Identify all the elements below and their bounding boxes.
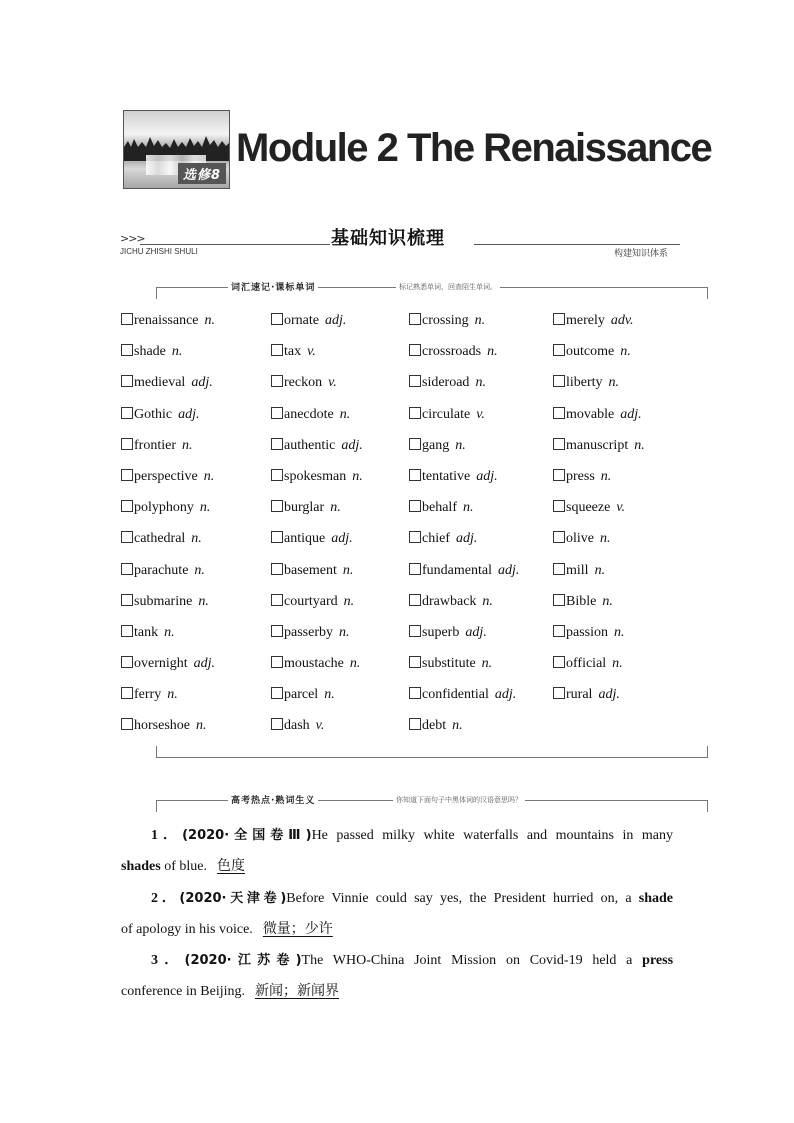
vocab-part-of-speech: n. — [343, 593, 355, 609]
vocab-word: submarine — [134, 593, 193, 609]
vocab-item — [409, 375, 519, 406]
vocab-part-of-speech: n. — [199, 500, 211, 516]
vocab-item — [553, 656, 645, 687]
vocab-item — [409, 594, 519, 625]
vocab-checkbox[interactable] — [553, 656, 565, 668]
vocab-checkbox[interactable] — [409, 313, 421, 325]
vocab-word: rural — [566, 687, 593, 703]
vocab-checkbox[interactable] — [409, 625, 421, 637]
vocab-item — [553, 687, 645, 718]
module-title: Module 2 The Renaissance — [236, 126, 712, 170]
vocab-item — [271, 656, 363, 687]
vocab-checkbox[interactable] — [121, 407, 133, 419]
vocab-part-of-speech: n. — [181, 437, 193, 453]
vocab-part-of-speech: v. — [307, 344, 316, 360]
vocab-checkbox[interactable] — [553, 594, 565, 606]
vocab-word: overnight — [134, 656, 188, 672]
sentence-text: conference in Beijing. — [121, 984, 246, 999]
vocab-part-of-speech: adj. — [455, 531, 478, 547]
vocab-checkbox[interactable] — [121, 469, 133, 481]
vocab-word: antique — [284, 531, 326, 547]
vocab-part-of-speech: n. — [614, 624, 625, 640]
vocab-checkbox[interactable] — [271, 407, 283, 419]
vocab-word: official — [566, 656, 607, 672]
section-divider-right — [474, 244, 680, 245]
vocab-item — [409, 438, 519, 469]
vocab-part-of-speech: adj. — [341, 437, 363, 453]
vocab-checkbox[interactable] — [409, 718, 421, 730]
vocab-part-of-speech: n. — [339, 406, 351, 422]
vocab-checkbox[interactable] — [271, 313, 283, 325]
vocab-box-corner — [707, 746, 708, 757]
vocab-item — [271, 375, 363, 406]
vocab-word: moustache — [284, 656, 344, 672]
vocab-part-of-speech: adj. — [494, 687, 517, 703]
vocab-checkbox[interactable] — [121, 344, 133, 356]
vocab-checkbox[interactable] — [121, 687, 133, 699]
section-divider-left — [140, 244, 330, 245]
vocab-column — [553, 313, 645, 718]
vocab-checkbox[interactable] — [271, 375, 283, 387]
vocab-part-of-speech: n. — [171, 344, 183, 360]
vocab-word: frontier — [134, 437, 176, 453]
hot-box-corner — [156, 800, 157, 812]
vocab-part-of-speech: n. — [342, 562, 354, 578]
sentence-keyword: shade — [638, 891, 673, 906]
vocab-word: outcome — [566, 344, 615, 360]
vocab-item — [271, 594, 363, 625]
vocab-part-of-speech: n. — [594, 562, 606, 578]
vocab-part-of-speech: n. — [352, 468, 363, 484]
vocab-item — [121, 687, 215, 718]
vocab-column — [271, 313, 363, 750]
vocab-item — [409, 563, 519, 594]
vocab-checkbox[interactable] — [409, 344, 421, 356]
vocab-word: polyphony — [134, 500, 194, 516]
answer-blank: 新闻；新闻界 — [255, 983, 340, 999]
vocab-checkbox[interactable] — [271, 594, 283, 606]
vocab-checkbox[interactable] — [409, 531, 421, 543]
vocab-checkbox[interactable] — [271, 718, 283, 730]
vocab-box-corner — [156, 746, 157, 757]
sentence-line — [121, 851, 673, 882]
vocab-item — [121, 407, 215, 438]
sentence-line — [121, 820, 673, 851]
vocab-column — [409, 313, 519, 750]
hot-box-hint: 你知道下面句子中黑体词的汉语意思吗？ — [393, 795, 525, 805]
vocab-word: reckon — [284, 375, 323, 391]
vocab-checkbox[interactable] — [409, 500, 421, 512]
sentence-text: of blue. — [160, 859, 207, 874]
vocab-box-corner — [707, 287, 708, 299]
vocab-item — [553, 594, 645, 625]
vocab-part-of-speech: n. — [482, 593, 493, 609]
vocab-item — [271, 531, 363, 562]
vocab-item — [121, 531, 215, 562]
vocab-part-of-speech: n. — [349, 656, 361, 672]
vocab-part-of-speech: n. — [204, 313, 216, 328]
vocab-word: parcel — [284, 687, 319, 703]
vocab-word: perspective — [134, 468, 198, 484]
vocab-word: fundamental — [422, 562, 492, 578]
example-sentence — [121, 820, 673, 882]
vocab-word: shade — [134, 344, 166, 360]
vocab-checkbox[interactable] — [409, 656, 421, 668]
badge-label: 选修8 — [178, 163, 226, 184]
vocab-part-of-speech: adj. — [598, 687, 620, 703]
vocab-checkbox[interactable] — [553, 563, 565, 575]
vocab-part-of-speech: adj. — [193, 656, 216, 672]
vocab-item — [409, 500, 519, 531]
vocab-checkbox[interactable] — [553, 313, 565, 325]
vocab-checkbox[interactable] — [121, 531, 133, 543]
vocab-item — [121, 344, 215, 375]
sentence-source: (2020·全国卷Ⅲ) — [182, 828, 312, 843]
vocab-checkbox[interactable] — [553, 344, 565, 356]
vocab-item — [271, 625, 363, 656]
vocab-word: debt — [422, 718, 447, 734]
vocab-word: renaissance — [134, 313, 199, 328]
vocab-checkbox[interactable] — [121, 563, 133, 575]
vocab-checkbox[interactable] — [553, 438, 565, 450]
vocab-word: crossing — [422, 313, 469, 328]
vocab-word: ornate — [284, 313, 319, 328]
vocab-word: basement — [284, 562, 337, 578]
vocab-checkbox[interactable] — [409, 375, 421, 387]
vocab-part-of-speech: n. — [191, 531, 202, 547]
vocab-checkbox[interactable] — [121, 500, 133, 512]
vocab-item — [121, 656, 215, 687]
vocab-part-of-speech: v. — [328, 375, 337, 391]
vocab-checkbox[interactable] — [409, 687, 421, 699]
vocab-word: movable — [566, 406, 615, 422]
vocab-word: dash — [284, 718, 310, 734]
answer-blank: 色度 — [216, 858, 245, 874]
vocab-part-of-speech: n. — [634, 437, 645, 453]
vocab-item — [121, 500, 215, 531]
vocab-box-label: 词汇速记·课标单词 — [228, 280, 318, 293]
vocab-part-of-speech: n. — [330, 500, 341, 516]
vocab-checkbox[interactable] — [271, 656, 283, 668]
vocab-item — [271, 407, 363, 438]
example-sentence — [121, 945, 673, 1007]
vocab-item — [409, 469, 519, 500]
vocab-item — [271, 687, 363, 718]
vocab-part-of-speech: adj. — [331, 531, 353, 547]
vocab-word: anecdote — [284, 406, 334, 422]
vocab-checkbox[interactable] — [271, 563, 283, 575]
vocab-word: passerby — [284, 624, 333, 640]
vocab-part-of-speech: n. — [462, 500, 474, 516]
vocab-item — [553, 375, 645, 406]
vocab-part-of-speech: n. — [203, 468, 215, 484]
vocab-item — [121, 718, 215, 749]
vocab-checkbox[interactable] — [271, 625, 283, 637]
vocab-item — [553, 500, 645, 531]
vocab-item — [553, 469, 645, 500]
sentence-source: (2020·江苏卷) — [184, 953, 302, 968]
vocab-word: crossroads — [422, 344, 482, 360]
vocab-word: ferry — [134, 687, 162, 703]
section-subtitle: 构建知识体系 — [614, 249, 669, 259]
sentence-line — [121, 976, 673, 1007]
sentence-text: Before Vinnie could say yes, the President hurried on, a — [286, 891, 639, 906]
vocab-item — [553, 407, 645, 438]
vocab-checkbox[interactable] — [553, 500, 565, 512]
vocab-part-of-speech: n. — [455, 437, 466, 453]
vocab-word: manuscript — [566, 437, 629, 453]
vocab-item — [121, 375, 215, 406]
vocab-word: burglar — [284, 500, 325, 516]
vocab-word: press — [566, 468, 595, 484]
vocab-word: tax — [284, 344, 302, 360]
section-pinyin: JICHU ZHISHI SHULI — [120, 247, 198, 256]
vocab-checkbox[interactable] — [553, 687, 565, 699]
vocab-item — [409, 313, 519, 344]
vocab-part-of-speech: n. — [196, 718, 207, 734]
vocab-item — [271, 344, 363, 375]
sentence-number: 3． — [151, 953, 185, 968]
vocab-box-bottom-border — [156, 757, 708, 758]
vocab-part-of-speech: n. — [602, 593, 613, 609]
vocab-word: substitute — [422, 656, 476, 672]
vocab-part-of-speech: adj. — [476, 468, 498, 484]
vocab-item — [553, 344, 645, 375]
vocab-part-of-speech: n. — [474, 313, 486, 328]
example-sentence — [121, 883, 673, 945]
vocab-part-of-speech: n. — [620, 344, 631, 360]
vocab-checkbox[interactable] — [409, 594, 421, 606]
vocab-item — [121, 438, 215, 469]
vocab-word: horseshoe — [134, 718, 190, 734]
vocab-item — [271, 500, 363, 531]
answer-blank: 微量；少许 — [262, 921, 333, 937]
sentence-line — [121, 914, 673, 945]
vocab-item — [121, 625, 215, 656]
vocab-item — [121, 469, 215, 500]
vocab-checkbox[interactable] — [409, 469, 421, 481]
vocab-word: gang — [422, 437, 450, 453]
hot-box-label: 高考热点·熟词生义 — [228, 793, 318, 806]
vocab-item — [553, 438, 645, 469]
sentence-number: 1． — [151, 828, 183, 843]
vocab-part-of-speech: n. — [164, 624, 175, 640]
vocab-item — [409, 656, 519, 687]
sentence-keyword: shades — [121, 859, 161, 874]
vocab-word: medieval — [134, 375, 186, 391]
vocab-item — [409, 625, 519, 656]
vocab-checkbox[interactable] — [271, 687, 283, 699]
vocab-checkbox[interactable] — [271, 500, 283, 512]
vocab-item — [121, 594, 215, 625]
module-badge — [123, 110, 230, 189]
vocab-checkbox[interactable] — [553, 625, 565, 637]
vocab-part-of-speech: n. — [194, 562, 205, 578]
vocab-part-of-speech: adj. — [178, 406, 200, 422]
sentence-source: (2020·天津卷) — [179, 891, 287, 906]
sentence-text: The WHO-China Joint Mission on Covid-19 held a — [301, 953, 643, 968]
vocab-part-of-speech: adj. — [465, 624, 487, 640]
sentence-text: He passed milky white waterfalls and mountains in many — [311, 828, 674, 843]
vocab-part-of-speech: adv. — [610, 313, 634, 328]
vocab-word: tentative — [422, 468, 471, 484]
vocab-checkbox[interactable] — [121, 625, 133, 637]
vocab-word: superb — [422, 624, 460, 640]
vocab-word: authentic — [284, 437, 336, 453]
vocab-checkbox[interactable] — [271, 531, 283, 543]
vocab-part-of-speech: n. — [339, 624, 350, 640]
vocab-word: olive — [566, 531, 594, 547]
vocab-item — [553, 531, 645, 562]
vocab-part-of-speech: n. — [481, 656, 493, 672]
vocab-word: confidential — [422, 687, 489, 703]
vocab-item — [271, 469, 363, 500]
vocab-word: squeeze — [566, 500, 611, 516]
vocab-checkbox[interactable] — [271, 438, 283, 450]
vocab-column — [121, 313, 215, 750]
vocab-part-of-speech: adj. — [497, 562, 520, 578]
vocab-item — [409, 531, 519, 562]
chevron-icon: >>> — [120, 232, 145, 245]
vocab-word: liberty — [566, 375, 603, 391]
vocab-checkbox[interactable] — [121, 438, 133, 450]
vocab-checkbox[interactable] — [553, 469, 565, 481]
vocab-part-of-speech: v. — [616, 500, 625, 516]
vocab-checkbox[interactable] — [271, 344, 283, 356]
vocab-checkbox[interactable] — [271, 469, 283, 481]
sentence-keyword: press — [642, 953, 674, 968]
vocab-box-corner — [156, 287, 157, 299]
vocab-part-of-speech: n. — [167, 687, 178, 703]
vocab-part-of-speech: adj. — [191, 375, 213, 391]
vocab-item — [271, 313, 363, 344]
vocab-word: Gothic — [134, 406, 173, 422]
vocab-part-of-speech: n. — [608, 375, 620, 391]
vocab-checkbox[interactable] — [121, 656, 133, 668]
vocab-word: circulate — [422, 406, 471, 422]
vocab-checkbox[interactable] — [121, 375, 133, 387]
vocab-checkbox[interactable] — [121, 718, 133, 730]
vocab-checkbox[interactable] — [409, 563, 421, 575]
vocab-checkbox[interactable] — [409, 407, 421, 419]
vocab-part-of-speech: n. — [612, 656, 623, 672]
vocab-checkbox[interactable] — [553, 375, 565, 387]
hot-box-corner — [707, 800, 708, 812]
vocab-part-of-speech: n. — [452, 718, 463, 734]
sentence-text: of apology in his voice. — [121, 922, 253, 937]
vocab-checkbox[interactable] — [121, 594, 133, 606]
vocab-part-of-speech: adj. — [620, 406, 642, 422]
vocab-checkbox[interactable] — [121, 313, 133, 325]
vocab-item — [553, 563, 645, 594]
vocab-checkbox[interactable] — [409, 438, 421, 450]
vocab-item — [409, 718, 519, 749]
vocab-checkbox[interactable] — [553, 407, 565, 419]
vocab-part-of-speech: n. — [475, 375, 486, 391]
vocab-word: sideroad — [422, 375, 470, 391]
vocab-box-hint: 标记熟悉单词，回查陌生单词。 — [396, 282, 500, 292]
vocab-word: tank — [134, 624, 159, 640]
sentence-line — [121, 945, 673, 976]
vocab-item — [271, 438, 363, 469]
vocab-part-of-speech: n. — [600, 531, 611, 547]
vocab-word: courtyard — [284, 593, 338, 609]
vocab-item — [271, 718, 363, 749]
vocab-item — [121, 563, 215, 594]
vocab-item — [271, 563, 363, 594]
vocab-item — [553, 625, 645, 656]
vocab-item — [409, 407, 519, 438]
vocab-word: spokesman — [284, 468, 347, 484]
vocab-word: cathedral — [134, 531, 186, 547]
sentence-number: 2． — [151, 891, 180, 906]
vocab-part-of-speech: v. — [476, 406, 485, 422]
vocab-part-of-speech: n. — [324, 687, 335, 703]
vocab-part-of-speech: n. — [198, 593, 209, 609]
vocab-word: behalf — [422, 500, 457, 516]
vocab-word: drawback — [422, 593, 477, 609]
vocab-item — [121, 313, 215, 344]
vocab-word: chief — [422, 531, 450, 547]
vocab-word: merely — [566, 313, 605, 328]
vocab-item — [409, 344, 519, 375]
vocab-word: mill — [566, 562, 589, 578]
vocab-part-of-speech: n. — [487, 344, 498, 360]
vocab-item — [409, 687, 519, 718]
vocab-part-of-speech: n. — [600, 468, 612, 484]
vocab-part-of-speech: v. — [315, 718, 325, 734]
vocab-item — [553, 313, 645, 344]
sentence-line — [121, 883, 673, 914]
vocab-word: Bible — [566, 593, 597, 609]
vocab-checkbox[interactable] — [553, 531, 565, 543]
vocab-word: parachute — [134, 562, 189, 578]
section-title: 基础知识梳理 — [331, 228, 445, 249]
vocab-part-of-speech: adj. — [324, 313, 347, 328]
vocab-word: passion — [566, 624, 608, 640]
